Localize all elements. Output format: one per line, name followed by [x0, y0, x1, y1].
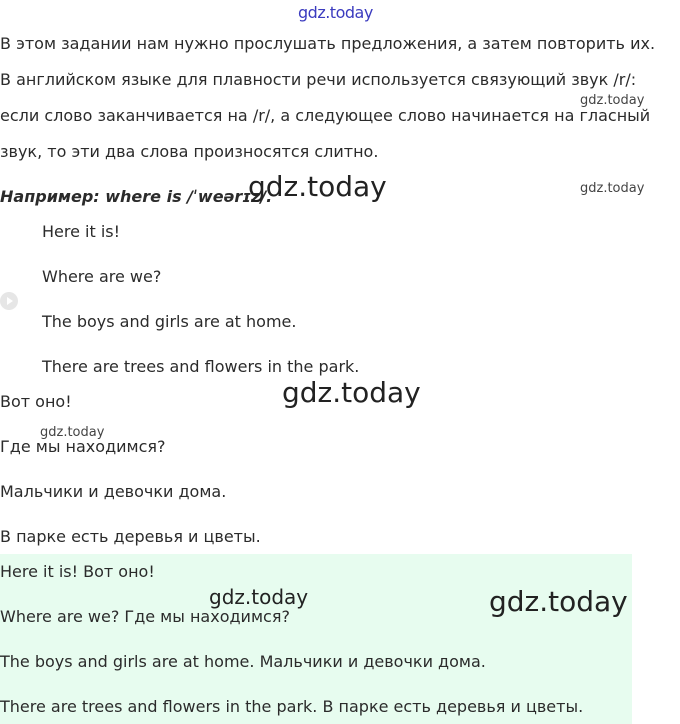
play-icon[interactable]: [0, 292, 18, 310]
watermark-large-1: gdz.today: [248, 170, 387, 203]
watermark-small-1: gdz.today: [580, 93, 645, 108]
sentence-en-3: The boys and girls are at home.: [42, 312, 297, 331]
example-line: [0, 187, 272, 207]
sentence-ru-2: Где мы находимся?: [0, 437, 166, 456]
watermark-large-3: gdz.today: [489, 585, 628, 618]
watermark-small-2: gdz.today: [580, 181, 645, 196]
answer-line-2: Where are we? Где мы находимся?: [0, 607, 290, 626]
intro-line-4: звук, то эти два слова произносятся слитно.: [0, 142, 379, 161]
answer-line-1: Here it is! Вот оно!: [0, 562, 155, 581]
watermark-large-2: gdz.today: [282, 376, 421, 409]
intro-line-1: В этом задании нам нужно прослушать предложения, а затем повторить их.: [0, 34, 656, 53]
intro-line-3: если слово заканчивается на /r/, а следующее слово начинается на гласный: [0, 106, 651, 125]
intro-line-2: В английском языке для плавности речи используется связующий звук /r/:: [0, 70, 637, 89]
answer-line-3: The boys and girls are at home. Мальчики и девочки дома.: [0, 652, 486, 671]
watermark-top: gdz.today: [298, 3, 373, 22]
sentence-en-4: There are trees and flowers in the park.: [42, 357, 360, 376]
answer-line-4: There are trees and flowers in the park. В парке есть деревья и цветы.: [0, 697, 584, 716]
sentence-ru-1: Вот оно!: [0, 392, 72, 411]
example-ipa: /ˈweərɪz/.: [187, 187, 273, 206]
watermark-mid-1: gdz.today: [209, 585, 309, 609]
sentence-en-1: Here it is!: [42, 222, 121, 241]
watermark-small-3: gdz.today: [40, 425, 105, 440]
sentence-ru-3: Мальчики и девочки дома.: [0, 482, 227, 501]
example-label: Например: where is: [0, 187, 188, 206]
sentence-ru-4: В парке есть деревья и цветы.: [0, 527, 261, 546]
sentence-en-2: Where are we?: [42, 267, 162, 286]
